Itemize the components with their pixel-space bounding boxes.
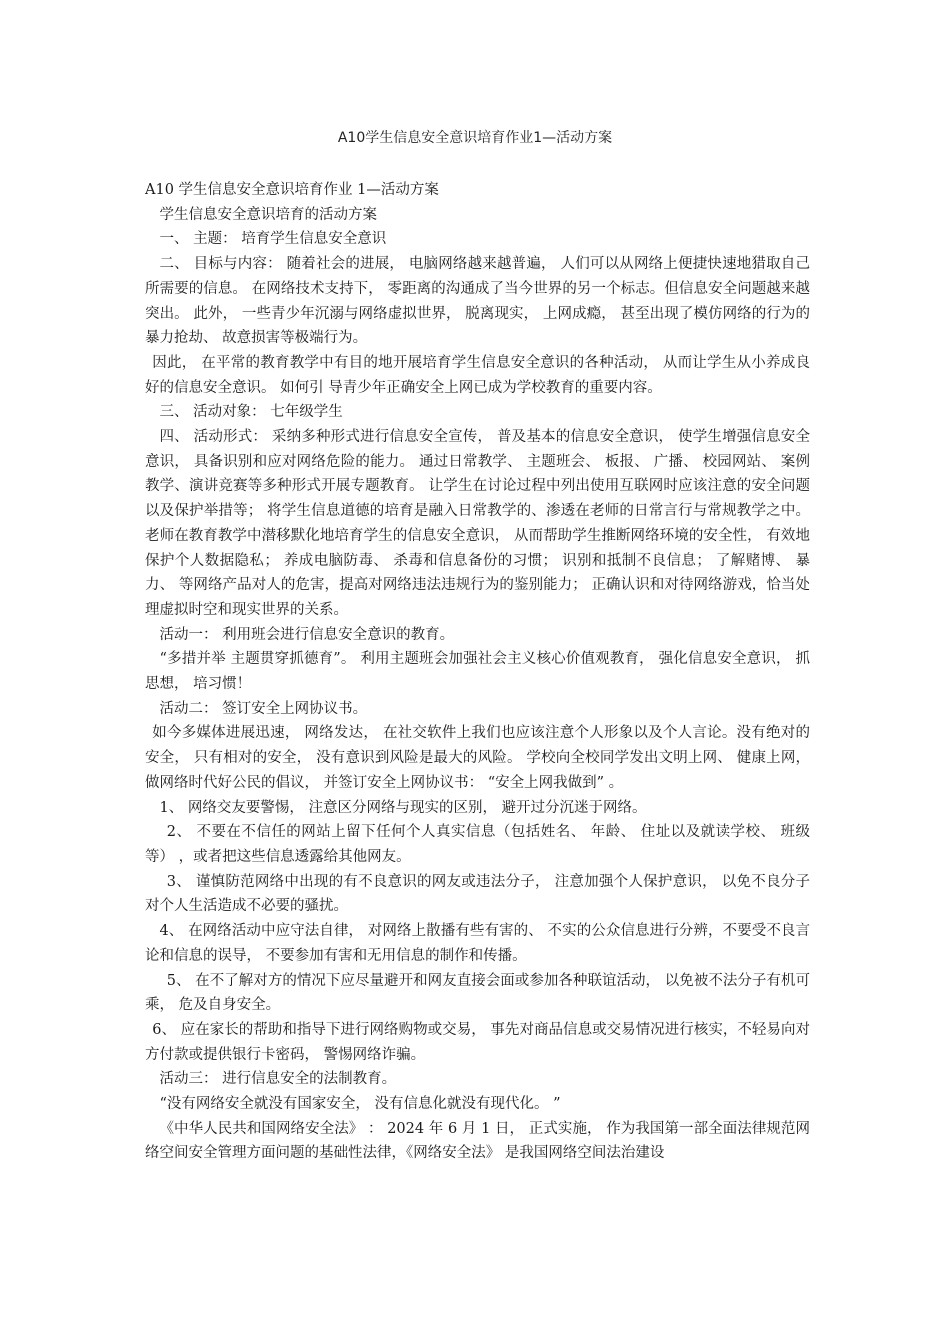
- paragraph: 一、 主题： 培育学生信息安全意识: [159, 231, 387, 248]
- paragraph: 因此， 在平常的教育教学中有目的地开展培育学生信息安全意识的各种活动， 从而让学生从小养成良好的信息安全意识。 如何引 导青少年正确安全上网已成为学校教育的重要内容。: [145, 354, 810, 396]
- paragraph: 四、 活动形式： 采纳多种形式进行信息安全宣传， 普及基本的信息安全意识， 使学生增强信息安全意识， 具备识别和应对网络危险的能力。 通过日常教学、 主题班会、 板报、 广播、 校园网站、 案例教学、演讲竞赛等多种形式开展专题教育。 让学生在讨论过程中列出使用互联网时应该注意的安全问题以及保护举措等； 将学生信息道德的培育是融入日常教学的、渗透在老师的日常言行与常规教学之中。 老师在教育教学中潜移默化地培育学生的信息安全意识， 从而帮助学生推断网络环境的安全性， 有效地保护个人数据隐私； 养成电脑防毒、 杀毒和信息备份的习惯； 识别和抵制不良信息； 了解赌博、 暴力、 等网络产品对人的危害，提高对网络违法违规行为的鉴别能力； 正确认识和对待网络游戏，恰当处理虚拟时空和现实世界的关系。: [145, 429, 810, 618]
- document-body: [145, 178, 810, 1166]
- paragraph: 学生信息安全意识培育的活动方案: [159, 206, 377, 223]
- paragraph: 6、 应在家长的帮助和指导下进行网络购物或交易， 事先对商品信息或交易情况进行核实，不轻易向对方付款或提供银行卡密码， 警惕网络诈骗。: [145, 1021, 810, 1063]
- paragraph: 5、 在不了解对方的情况下应尽量避开和网友直接会面或参加各种联谊活动， 以免被不法分子有机可乘， 危及自身安全。: [145, 972, 810, 1014]
- paragraph: 活动二： 签订安全上网协议书。: [159, 700, 368, 717]
- paragraph: A10 学生信息安全意识培育作业 1—活动方案: [145, 182, 439, 198]
- paragraph: 三、 活动对象： 七年级学生: [159, 404, 343, 421]
- paragraph: “多措并举 主题贯穿抓德育”。 利用主题班会加强社会主义核心价值观教育， 强化信息安全意识， 抓思想， 培习惯！: [145, 651, 810, 693]
- paragraph: 二、 目标与内容： 随着社会的进展， 电脑网络越来越普遍， 人们可以从网络上便捷快速地猎取自己所需要的信息。 在网络技术支持下， 零距离的沟通成了当今世界的另一个标志。但信息安全问题越来越突出。 此外， 一些青少年沉溺与网络虚拟世界， 脱离现实， 上网成瘾， 甚至出现了模仿网络的行为的暴力抢劫、 故意损害等极端行为。: [145, 256, 810, 347]
- paragraph: 活动一： 利用班会进行信息安全意识的教育。: [159, 626, 455, 643]
- paragraph: “没有网络安全就没有国家安全， 没有信息化就没有现代化。 ”: [159, 1096, 561, 1113]
- paragraph: 1、 网络交友要警惕， 注意区分网络与现实的区别， 避开过分沉迷于网络。: [159, 799, 647, 816]
- paragraph: 2、 不要在不信任的网站上留下任何个人真实信息（包括姓名、 年龄、 住址以及就读学校、 班级等） ，或者把这些信息透露给其他网友。: [145, 824, 810, 865]
- document-title: A10学生信息安全意识培育作业1—活动方案: [337, 130, 613, 146]
- paragraph: 活动三： 进行信息安全的法制教育。: [159, 1071, 397, 1088]
- paragraph: 3、 谨慎防范网络中出现的有不良意识的网友或违法分子， 注意加强个人保护意识， 以免不良分子对个人生活造成不必要的骚扰。: [145, 873, 810, 915]
- paragraph: 4、 在网络活动中应守法自律， 对网络上散播有些有害的、 不实的公众信息进行分辨，不要受不良言论和信息的误导， 不要参加有害和无用信息的制作和传播。: [145, 923, 810, 964]
- paragraph: 如今多媒体进展迅速， 网络发达， 在社交软件上我们也应该注意个人形象以及个人言论。没有绝对的安全， 只有相对的安全， 没有意识到风险是最大的风险。 学校向全校同学发出文明上网、 健康上网，做网络时代好公民的倡议， 并签订安全上网协议书： “安全上网我做到” 。: [145, 725, 810, 791]
- paragraph: 《中华人民共和国网络安全法》 ： 2024 年 6 月 1 日， 正式实施， 作为我国第一部全面法律规范网络空间安全管理方面问题的基础性法律，《网络安全法》 是我国网络空间法治建设: [145, 1120, 810, 1162]
